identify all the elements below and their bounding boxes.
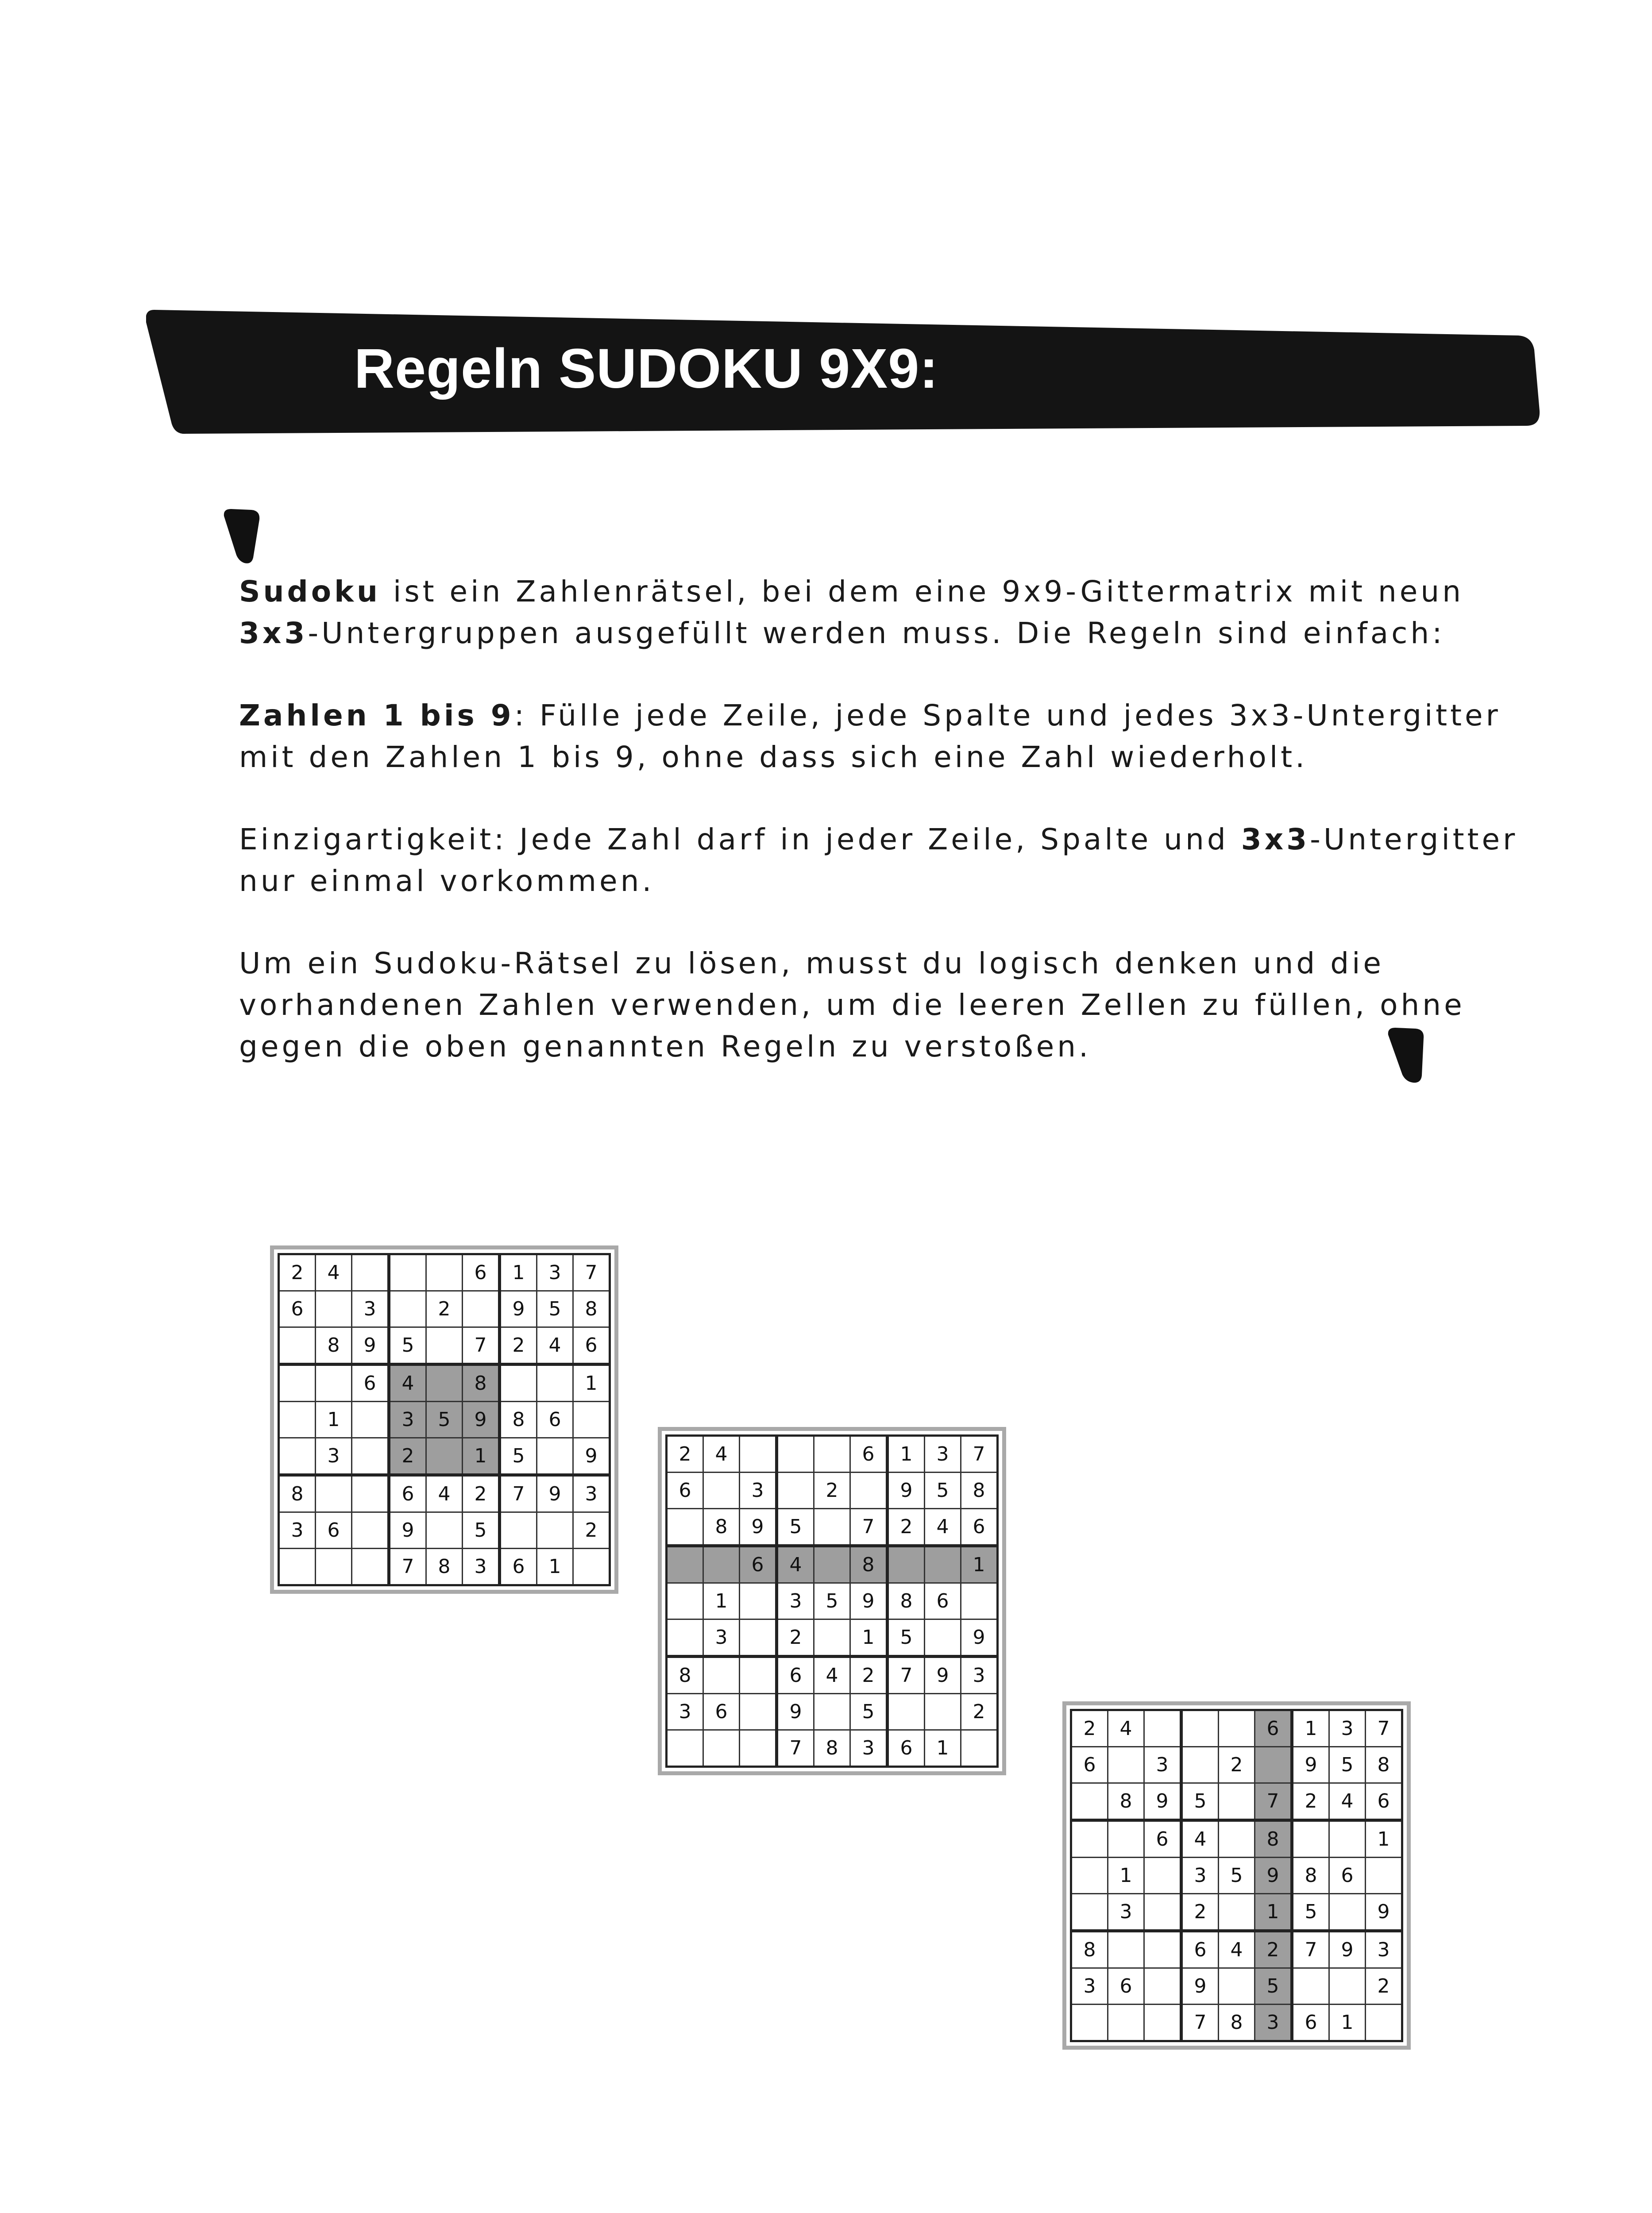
sudoku-cell (1071, 2005, 1108, 2041)
sudoku-cell: 8 (463, 1365, 500, 1402)
sudoku-cell (500, 1512, 537, 1549)
sudoku-cell: 6 (850, 1436, 888, 1473)
sudoku-cell: 5 (1329, 1747, 1366, 1783)
sudoku-cell: 8 (703, 1509, 740, 1546)
sudoku-cell (1329, 1820, 1366, 1858)
sudoku-cell: 2 (1181, 1894, 1219, 1931)
sudoku-cell (740, 1694, 777, 1730)
sudoku-cell (1366, 1858, 1402, 1894)
sudoku-cell (426, 1512, 463, 1549)
sudoku-cell: 7 (500, 1475, 537, 1512)
sudoku-row (667, 1619, 998, 1657)
sudoku-cell: 5 (1255, 1968, 1292, 2005)
sudoku-cell (1071, 1858, 1108, 1894)
page-title: Regeln SUDOKU 9X9: (354, 337, 939, 400)
sudoku-cell: 5 (1219, 1858, 1255, 1894)
sudoku-cell (279, 1438, 316, 1475)
sudoku-cell: 8 (1292, 1858, 1329, 1894)
sudoku-row (667, 1694, 998, 1730)
sudoku-cell: 6 (1329, 1858, 1366, 1894)
sudoku-cell: 3 (573, 1475, 610, 1512)
sudoku-cell: 5 (537, 1291, 573, 1327)
sudoku-cell (667, 1583, 703, 1619)
sudoku-cell (316, 1475, 352, 1512)
sudoku-cell (537, 1438, 573, 1475)
sudoku-cell: 2 (573, 1512, 610, 1549)
sudoku-grid-column-example (1062, 1701, 1411, 2050)
sudoku-cell (316, 1291, 352, 1327)
sudoku-cell: 9 (352, 1327, 389, 1365)
text-run: Einzigartigkeit: Jede Zahl darf in jeder Zeile, Spalte und (239, 822, 1241, 856)
sudoku-cell: 5 (850, 1694, 888, 1730)
sudoku-row (279, 1365, 610, 1402)
sudoku-cell: 8 (888, 1583, 925, 1619)
sudoku-cell: 6 (1071, 1747, 1108, 1783)
sudoku-cell: 7 (389, 1549, 426, 1585)
sudoku-cell: 9 (389, 1512, 426, 1549)
sudoku-cell: 7 (961, 1436, 998, 1473)
sudoku-row (667, 1730, 998, 1767)
sudoku-cell (740, 1730, 777, 1767)
sudoku-cell: 1 (925, 1730, 961, 1767)
sudoku-row (667, 1473, 998, 1509)
sudoku-cell (925, 1619, 961, 1657)
sudoku-cell: 2 (888, 1509, 925, 1546)
sudoku-cell: 7 (1292, 1931, 1329, 1968)
sudoku-cell (1071, 1820, 1108, 1858)
sudoku-cell (316, 1549, 352, 1585)
sudoku-cell: 8 (814, 1730, 850, 1767)
sudoku-cell: 8 (667, 1657, 703, 1694)
sudoku-cell: 5 (389, 1327, 426, 1365)
sudoku-cell: 2 (279, 1254, 316, 1291)
sudoku-cell: 8 (426, 1549, 463, 1585)
sudoku-cell (740, 1657, 777, 1694)
sudoku-cell (777, 1436, 814, 1473)
sudoku-cell (1144, 1931, 1181, 1968)
rules-paragraph (239, 695, 1523, 778)
sudoku-cell: 8 (1108, 1783, 1144, 1820)
sudoku-cell: 5 (777, 1509, 814, 1546)
sudoku-cell: 5 (925, 1473, 961, 1509)
sudoku-cell (426, 1254, 463, 1291)
sudoku-cell (1108, 1747, 1144, 1783)
sudoku-row (279, 1438, 610, 1475)
sudoku-cell: 1 (703, 1583, 740, 1619)
sudoku-cell: 7 (1366, 1710, 1402, 1747)
text-run: : Fülle jede Zeile, jede Spalte und jedes 3x3-Untergitter mit den Zahlen 1 bis 9, ohne dass sich eine Zahl wiederholt. (239, 698, 1501, 774)
sudoku-cell: 9 (1366, 1894, 1402, 1931)
sudoku-cell (1108, 1820, 1144, 1858)
sudoku-cell (279, 1365, 316, 1402)
sudoku-cell (463, 1291, 500, 1327)
sudoku-row (279, 1291, 610, 1327)
sudoku-cell (667, 1546, 703, 1583)
sudoku-row (667, 1583, 998, 1619)
sudoku-cell (279, 1549, 316, 1585)
sudoku-cell: 3 (703, 1619, 740, 1657)
sudoku-cell: 2 (1292, 1783, 1329, 1820)
sudoku-cell (703, 1473, 740, 1509)
sudoku-cell (1071, 1783, 1108, 1820)
sudoku-row (1071, 1710, 1402, 1747)
sudoku-row (1071, 1894, 1402, 1931)
sudoku-row (279, 1512, 610, 1549)
sudoku-cell (426, 1438, 463, 1475)
sudoku-row (1071, 1931, 1402, 1968)
sudoku-cell: 3 (1108, 1894, 1144, 1931)
sudoku-table (278, 1253, 611, 1586)
sudoku-cell: 1 (537, 1549, 573, 1585)
sudoku-cell: 6 (389, 1475, 426, 1512)
sudoku-cell (1181, 1747, 1219, 1783)
sudoku-cell: 5 (463, 1512, 500, 1549)
sudoku-cell: 7 (1255, 1783, 1292, 1820)
sudoku-cell: 6 (1144, 1820, 1181, 1858)
sudoku-cell (703, 1730, 740, 1767)
sudoku-cell: 7 (463, 1327, 500, 1365)
sudoku-cell: 7 (573, 1254, 610, 1291)
sudoku-cell: 4 (1329, 1783, 1366, 1820)
sudoku-cell: 1 (888, 1436, 925, 1473)
sudoku-cell: 3 (1181, 1858, 1219, 1894)
sudoku-cell (814, 1546, 850, 1583)
sudoku-cell: 4 (814, 1657, 850, 1694)
sudoku-cell (352, 1254, 389, 1291)
bold-text: Zahlen 1 bis 9 (239, 698, 514, 733)
sudoku-cell: 8 (279, 1475, 316, 1512)
sudoku-cell (500, 1365, 537, 1402)
sudoku-cell (316, 1365, 352, 1402)
sudoku-cell: 1 (850, 1619, 888, 1657)
sudoku-row (667, 1436, 998, 1473)
sudoku-cell: 4 (1219, 1931, 1255, 1968)
sudoku-cell: 6 (573, 1327, 610, 1365)
sudoku-cell: 6 (1366, 1783, 1402, 1820)
sudoku-cell: 7 (777, 1730, 814, 1767)
sudoku-cell: 9 (850, 1583, 888, 1619)
sudoku-cell: 3 (1071, 1968, 1108, 2005)
sudoku-cell: 3 (463, 1549, 500, 1585)
sudoku-row (279, 1402, 610, 1438)
sudoku-grid-row-example (658, 1427, 1006, 1775)
sudoku-cell: 1 (1329, 2005, 1366, 2041)
sudoku-cell (777, 1473, 814, 1509)
sudoku-cell: 9 (1292, 1747, 1329, 1783)
sudoku-cell (352, 1475, 389, 1512)
sudoku-table (1070, 1709, 1403, 2042)
sudoku-cell: 9 (925, 1657, 961, 1694)
sudoku-cell: 6 (740, 1546, 777, 1583)
rules-paragraph (239, 943, 1523, 1068)
sudoku-cell: 6 (279, 1291, 316, 1327)
sudoku-cell (961, 1730, 998, 1767)
sudoku-cell (667, 1619, 703, 1657)
sudoku-cell (1144, 1710, 1181, 1747)
sudoku-row (667, 1657, 998, 1694)
sudoku-row (667, 1546, 998, 1583)
sudoku-cell (925, 1694, 961, 1730)
sudoku-row (1071, 2005, 1402, 2041)
sudoku-cell: 2 (961, 1694, 998, 1730)
sudoku-cell (850, 1473, 888, 1509)
sudoku-cell: 6 (1292, 2005, 1329, 2041)
sudoku-cell (925, 1546, 961, 1583)
sudoku-cell: 2 (777, 1619, 814, 1657)
text-run: ist ein Zahlenrätsel, bei dem eine 9x9-Gittermatrix mit neun (381, 574, 1464, 609)
sudoku-cell: 3 (389, 1402, 426, 1438)
sudoku-cell (740, 1619, 777, 1657)
sudoku-cell (426, 1327, 463, 1365)
sudoku-cell: 3 (1366, 1931, 1402, 1968)
sudoku-cell (573, 1549, 610, 1585)
sudoku-row (1071, 1820, 1402, 1858)
sudoku-cell (961, 1583, 998, 1619)
sudoku-cell (888, 1546, 925, 1583)
sudoku-cell (279, 1402, 316, 1438)
sudoku-cell: 3 (850, 1730, 888, 1767)
sudoku-cell (1366, 2005, 1402, 2041)
sudoku-cell (740, 1583, 777, 1619)
sudoku-cell: 2 (426, 1291, 463, 1327)
sudoku-cell: 6 (667, 1473, 703, 1509)
sudoku-cell (1255, 1747, 1292, 1783)
sudoku-cell: 1 (573, 1365, 610, 1402)
sudoku-cell: 4 (925, 1509, 961, 1546)
sudoku-cell (814, 1509, 850, 1546)
bold-text: Sudoku (239, 574, 381, 609)
bold-text: 3x3 (239, 616, 308, 650)
sudoku-cell: 1 (316, 1402, 352, 1438)
sudoku-cell (573, 1402, 610, 1438)
sudoku-cell (352, 1402, 389, 1438)
sudoku-cell: 9 (888, 1473, 925, 1509)
sudoku-cell: 6 (925, 1583, 961, 1619)
sudoku-cell: 6 (1255, 1710, 1292, 1747)
sudoku-cell (1219, 1710, 1255, 1747)
sudoku-cell: 9 (1181, 1968, 1219, 2005)
sudoku-cell (537, 1512, 573, 1549)
sudoku-cell (1144, 2005, 1181, 2041)
sudoku-row (279, 1549, 610, 1585)
rules-paragraph (239, 571, 1523, 654)
sudoku-row (1071, 1968, 1402, 2005)
sudoku-grid-box-example (270, 1245, 618, 1594)
sudoku-cell (279, 1327, 316, 1365)
sudoku-cell (537, 1365, 573, 1402)
sudoku-cell: 6 (463, 1254, 500, 1291)
sudoku-row (279, 1327, 610, 1365)
sudoku-cell: 8 (1219, 2005, 1255, 2041)
sudoku-cell (888, 1694, 925, 1730)
sudoku-cell: 8 (316, 1327, 352, 1365)
text-run: -Untergitter nur einmal vorkommen. (239, 822, 1518, 898)
sudoku-row (667, 1509, 998, 1546)
sudoku-cell: 4 (537, 1327, 573, 1365)
sudoku-cell (667, 1730, 703, 1767)
sudoku-cell: 7 (1181, 2005, 1219, 2041)
sudoku-cell (1144, 1968, 1181, 2005)
sudoku-cell: 6 (352, 1365, 389, 1402)
sudoku-cell: 8 (1071, 1931, 1108, 1968)
sudoku-cell: 5 (888, 1619, 925, 1657)
sudoku-cell: 2 (667, 1436, 703, 1473)
sudoku-cell: 1 (463, 1438, 500, 1475)
sudoku-cell: 6 (703, 1694, 740, 1730)
sudoku-cell: 9 (1255, 1858, 1292, 1894)
sudoku-cell (352, 1512, 389, 1549)
sudoku-cell: 3 (352, 1291, 389, 1327)
sudoku-cell (667, 1509, 703, 1546)
sudoku-cell: 9 (777, 1694, 814, 1730)
sudoku-cell: 9 (537, 1475, 573, 1512)
sudoku-cell (1144, 1858, 1181, 1894)
sudoku-cell (814, 1694, 850, 1730)
sudoku-cell: 4 (703, 1436, 740, 1473)
sudoku-row (1071, 1783, 1402, 1820)
sudoku-cell (703, 1657, 740, 1694)
sudoku-cell: 3 (316, 1438, 352, 1475)
sudoku-cell: 4 (389, 1365, 426, 1402)
sudoku-cell: 9 (573, 1438, 610, 1475)
sudoku-cell: 2 (1255, 1931, 1292, 1968)
sudoku-cell: 3 (279, 1512, 316, 1549)
sudoku-cell: 9 (961, 1619, 998, 1657)
sudoku-cell: 2 (1071, 1710, 1108, 1747)
sudoku-cell: 3 (1255, 2005, 1292, 2041)
sudoku-cell: 2 (500, 1327, 537, 1365)
sudoku-row (1071, 1747, 1402, 1783)
sudoku-cell: 1 (961, 1546, 998, 1583)
sudoku-cell: 5 (426, 1402, 463, 1438)
sudoku-cell (352, 1438, 389, 1475)
sudoku-cell (1181, 1710, 1219, 1747)
rules-paragraph (239, 819, 1523, 902)
sudoku-cell (1108, 2005, 1144, 2041)
sudoku-cell (814, 1619, 850, 1657)
sudoku-cell: 8 (500, 1402, 537, 1438)
sudoku-cell: 3 (961, 1657, 998, 1694)
sudoku-cell: 8 (850, 1546, 888, 1583)
sudoku-cell (703, 1546, 740, 1583)
sudoku-cell: 5 (814, 1583, 850, 1619)
sudoku-cell (1329, 1968, 1366, 2005)
sudoku-cell: 5 (1181, 1783, 1219, 1820)
sudoku-cell: 6 (961, 1509, 998, 1546)
sudoku-cell: 9 (1329, 1931, 1366, 1968)
sudoku-cell: 3 (1329, 1710, 1366, 1747)
sudoku-cell: 3 (925, 1436, 961, 1473)
sudoku-cell: 9 (500, 1291, 537, 1327)
sudoku-cell (1219, 1820, 1255, 1858)
sudoku-cell: 7 (850, 1509, 888, 1546)
sudoku-cell (1219, 1894, 1255, 1931)
sudoku-cell: 9 (740, 1509, 777, 1546)
sudoku-cell: 6 (888, 1730, 925, 1767)
text-run: -Untergruppen ausgefüllt werden muss. Die Regeln sind einfach: (308, 616, 1445, 650)
sudoku-cell (1292, 1968, 1329, 2005)
sudoku-cell: 4 (1181, 1820, 1219, 1858)
sudoku-cell: 6 (1181, 1931, 1219, 1968)
sudoku-cell: 3 (777, 1583, 814, 1619)
sudoku-cell (740, 1436, 777, 1473)
sudoku-cell: 8 (573, 1291, 610, 1327)
sudoku-cell (426, 1365, 463, 1402)
rules-text (239, 571, 1523, 1108)
sudoku-cell: 5 (1292, 1894, 1329, 1931)
sudoku-table (665, 1434, 999, 1768)
sudoku-cell (1219, 1783, 1255, 1820)
sudoku-cell: 4 (316, 1254, 352, 1291)
sudoku-cell (1071, 1894, 1108, 1931)
sudoku-cell (1219, 1968, 1255, 2005)
sudoku-cell: 6 (500, 1549, 537, 1585)
sudoku-cell (814, 1436, 850, 1473)
sudoku-cell: 6 (1108, 1968, 1144, 2005)
sudoku-cell (389, 1254, 426, 1291)
sudoku-cell: 8 (961, 1473, 998, 1509)
sudoku-cell: 2 (389, 1438, 426, 1475)
text-run: Um ein Sudoku-Rätsel zu lösen, musst du logisch denken und die vorhandenen Zahlen verwenden, um die leeren Zellen zu füllen, ohne gegen die oben genannten Regeln zu verstoßen. (239, 946, 1465, 1064)
sudoku-cell: 6 (537, 1402, 573, 1438)
sudoku-cell: 1 (1366, 1820, 1402, 1858)
sudoku-cell (1292, 1820, 1329, 1858)
sudoku-cell: 1 (1255, 1894, 1292, 1931)
sudoku-cell (1108, 1931, 1144, 1968)
sudoku-cell: 4 (426, 1475, 463, 1512)
sudoku-row (1071, 1858, 1402, 1894)
sudoku-cell: 5 (500, 1438, 537, 1475)
sudoku-cell: 1 (1292, 1710, 1329, 1747)
sudoku-cell: 6 (777, 1657, 814, 1694)
sudoku-cell: 2 (1366, 1968, 1402, 2005)
sudoku-cell: 9 (1144, 1783, 1181, 1820)
sudoku-row (279, 1475, 610, 1512)
sudoku-cell: 2 (850, 1657, 888, 1694)
sudoku-cell: 7 (888, 1657, 925, 1694)
quote-open-icon (220, 508, 265, 566)
sudoku-cell: 8 (1366, 1747, 1402, 1783)
sudoku-cell (352, 1549, 389, 1585)
sudoku-cell: 8 (1255, 1820, 1292, 1858)
sudoku-cell: 3 (537, 1254, 573, 1291)
sudoku-cell: 3 (667, 1694, 703, 1730)
sudoku-cell: 6 (316, 1512, 352, 1549)
sudoku-cell: 3 (740, 1473, 777, 1509)
sudoku-row (279, 1254, 610, 1291)
sudoku-cell: 4 (1108, 1710, 1144, 1747)
sudoku-cell: 9 (463, 1402, 500, 1438)
sudoku-cell: 3 (1144, 1747, 1181, 1783)
sudoku-cell: 1 (500, 1254, 537, 1291)
sudoku-cell (1329, 1894, 1366, 1931)
sudoku-cell (1144, 1894, 1181, 1931)
sudoku-cell: 1 (1108, 1858, 1144, 1894)
sudoku-cell: 2 (814, 1473, 850, 1509)
bold-text: 3x3 (1241, 822, 1310, 856)
sudoku-cell: 2 (463, 1475, 500, 1512)
sudoku-cell (389, 1291, 426, 1327)
sudoku-cell: 4 (777, 1546, 814, 1583)
sudoku-cell: 2 (1219, 1747, 1255, 1783)
